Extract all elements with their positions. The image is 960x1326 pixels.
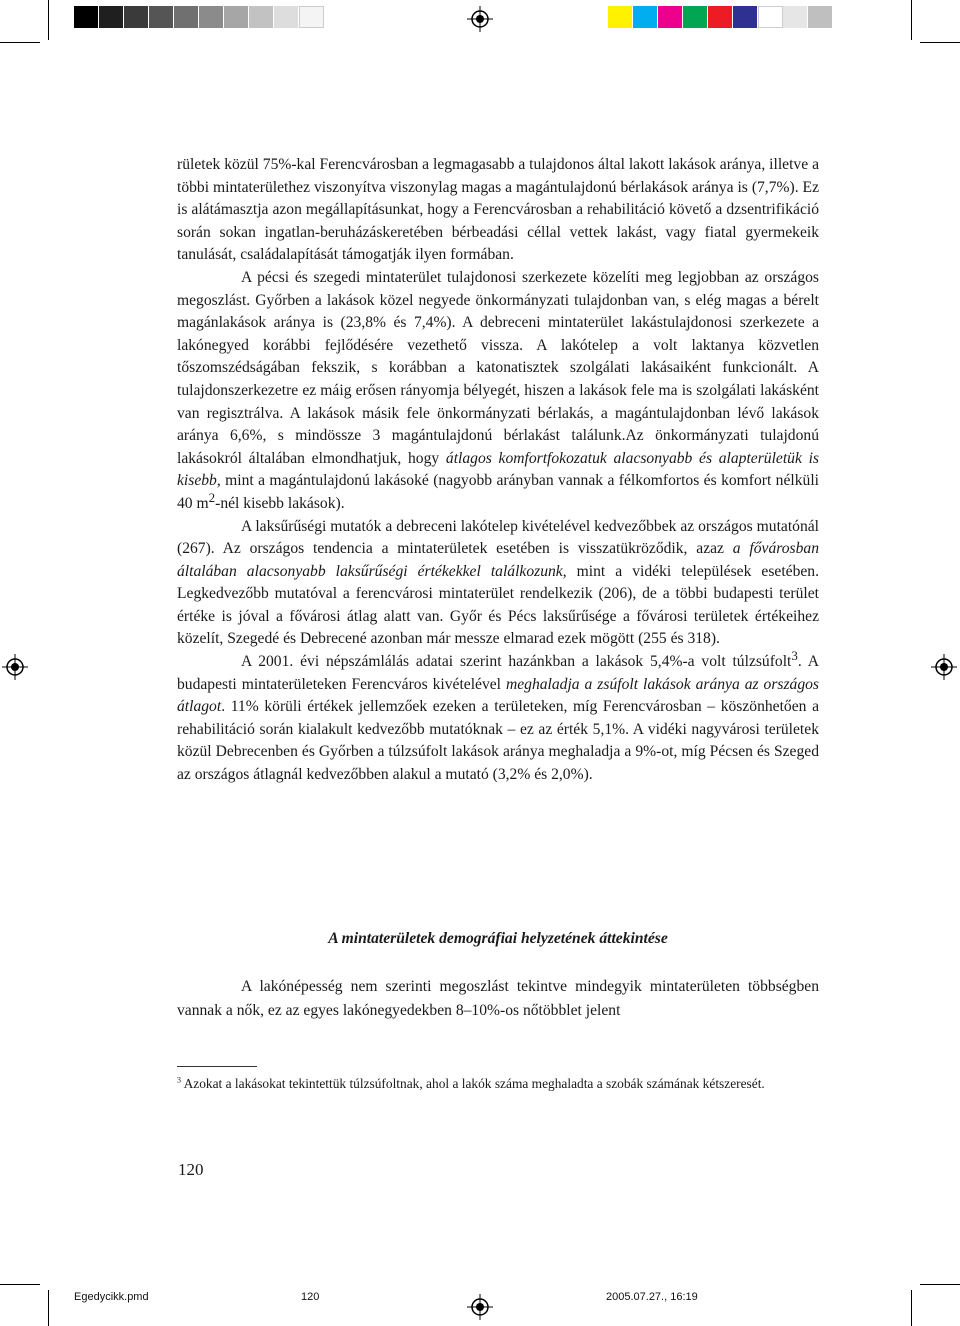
color-swatch	[758, 6, 783, 28]
gray-swatch	[224, 6, 249, 28]
text-run: A laksűrűségi mutatók a debreceni lakótelep kivételével kedvezőbbek az országos mutatónál (267). Az országos tendencia a mintaterületek esetében is visszatükröződik, azaz	[177, 517, 819, 558]
color-swatch	[708, 6, 733, 28]
color-swatch	[683, 6, 708, 28]
paragraph	[177, 154, 819, 267]
footnote-marker: 3	[177, 1075, 181, 1085]
gray-swatch	[99, 6, 124, 28]
crop-mark	[911, 1290, 912, 1326]
crop-mark	[920, 1284, 960, 1285]
gray-swatch	[274, 6, 299, 28]
text-run: , mint a vidéki települések esetében. Legkedvezőbb mutatóval a ferencvárosi mintaterület rendelkezik (206), de a többi budapesti terület értéke is jóval a fővárosi átlag alatt van. Győr és Pécs laksűrűsége a fővárosi területek értékeihez közelít, Szegedé és Debrecené azonban már messze elmarad ezek mögött (255 és 318).	[177, 562, 819, 648]
color-swatch	[808, 6, 833, 28]
gray-swatch	[174, 6, 199, 28]
registration-mark-icon	[467, 1294, 493, 1320]
gray-swatch	[249, 6, 274, 28]
cmyk-color-bar	[608, 6, 833, 28]
slug-datetime: 2005.07.27., 16:19	[606, 1291, 698, 1303]
crop-mark	[0, 42, 40, 43]
color-swatch	[783, 6, 808, 28]
section-paragraph: A lakónépesség nem szerinti megoszlást tekintve mindegyik mintaterületen többségben vannak a nők, ez az egyes lakónegyedekben 8–10%-os nőtöbblet jelent	[177, 978, 819, 1019]
registration-mark-icon	[467, 6, 493, 32]
gray-swatch	[124, 6, 149, 28]
text-run: -nél kisebb lakások).	[215, 494, 345, 512]
registration-mark-icon	[2, 654, 28, 680]
text-run: A pécsi és szegedi mintaterület tulajdonosi szerkezete közelíti meg legjobban az országos megoszlást. Győrben a lakások közel negyede önkormányzati tulajdonban van, s elég magas a bérelt magánlakások aránya is (23,8% és 7,4%). A debreceni mintaterület lakástulajdonosi szerkezete a lakónegyed korábbi fejlődésére vezethető vissza. A lakótelep a volt laktanya közvetlen tőszomszédságában fekszik, s korábban a katonatisztek szolgálati lakásaiként funkcionált. A tulajdonszerkezetre ez máig erősen rányomja bélyegét, hiszen a lakások fele ma is szolgálati lakásként van regisztrálva. A lakások másik fele önkormányzati bérlakás, a magántulajdonban lévő lakások aránya 6,6%, s mindössze 3 magántulajdonú bérlakást találunk.Az önkormányzati tulajdonú lakásokról általában elmondhatjuk, hogy	[177, 268, 819, 467]
color-swatch	[633, 6, 658, 28]
italic-text-run: átlagos komfortfokozatuk alacsonyabb és alapterületük is kisebb	[177, 449, 819, 490]
footnote-reference: 3	[791, 647, 798, 663]
slug-filename: Egedycikk.pmd	[74, 1291, 149, 1303]
grayscale-color-bar	[74, 6, 324, 28]
crop-mark	[48, 0, 49, 40]
paragraph	[177, 267, 819, 516]
page-number: 120	[178, 1160, 204, 1179]
footnote-divider	[177, 1066, 257, 1067]
crop-mark	[0, 1284, 40, 1285]
text-run: , mint a magántulajdonú lakásoké (nagyobb arányban vannak a félkomfortos és komfort nélküli 40 m	[177, 472, 819, 512]
italic-text-run: a fővárosban általában alacsonyabb laksűrűségi értékekkel találkozunk	[177, 540, 819, 580]
crop-mark	[48, 1290, 49, 1326]
text-run: . 11% körüli értékek jellemzőek ezeken a területeken, míg Ferencvárosban – köszönhetően a rehabilitáció során kialakult kedvezőbb mutatóknak – ez az érték 5,1%. A vidéki nagyvárosi területek közül Debrecenben és Győrben a túlzsúfolt lakások aránya meghaladja a 9%-ot, míg Pécsen és Szeged az országos átlagnál kedvezőbben alakul a mutató (3,2% és 2,0%).	[177, 698, 819, 784]
slug-page: 120	[301, 1291, 320, 1303]
color-swatch	[658, 6, 683, 28]
section-heading: A mintaterületek demográfiai helyzetének áttekintése	[328, 930, 668, 947]
gray-swatch	[149, 6, 174, 28]
paragraph	[177, 647, 820, 787]
gray-swatch	[74, 6, 99, 28]
paragraph	[177, 516, 819, 652]
italic-text-run: meghaladja a zsúfolt lakások aránya az országos átlagot	[177, 675, 819, 716]
body-text	[177, 154, 819, 787]
text-run: . A budapesti mintaterületeken Ferencváros kivételével	[177, 653, 820, 693]
text-run: A 2001. évi népszámlálás adatai szerint hazánkban a lakások 5,4%-a volt túlzsúfolt	[241, 653, 792, 671]
registration-mark-icon	[931, 654, 957, 680]
superscript: 2	[208, 489, 216, 505]
gray-swatch	[299, 6, 324, 28]
color-swatch	[733, 6, 758, 28]
footnote-text: Azokat a lakásokat tekintettük túlzsúfoltnak, ahol a lakók száma meghaladta a szobák számának kétszeresét.	[183, 1076, 765, 1091]
color-swatch	[608, 6, 633, 28]
footnote	[177, 1073, 819, 1094]
gray-swatch	[199, 6, 224, 28]
text-run: rületek közül 75%-kal Ferencvárosban a legmagasabb a tulajdonos által lakott lakások aránya, illetve a többi mintaterülethez viszonyítva viszonylag magas a magántulajdonú bérlakások aránya is (7,7%). Ez is alátámasztja azon megállapításunkat, hogy a Ferencvárosban a rehabilitáció követő a dzsentrifikáció során sokan ingatlan-beruházáskeretében bérbeadási céllal vettek lakást, vagy fiatal gyermekeik tanulását, családalapítását támogatják ilyen formában.	[177, 156, 819, 264]
crop-mark	[920, 42, 960, 43]
crop-mark	[911, 0, 912, 40]
